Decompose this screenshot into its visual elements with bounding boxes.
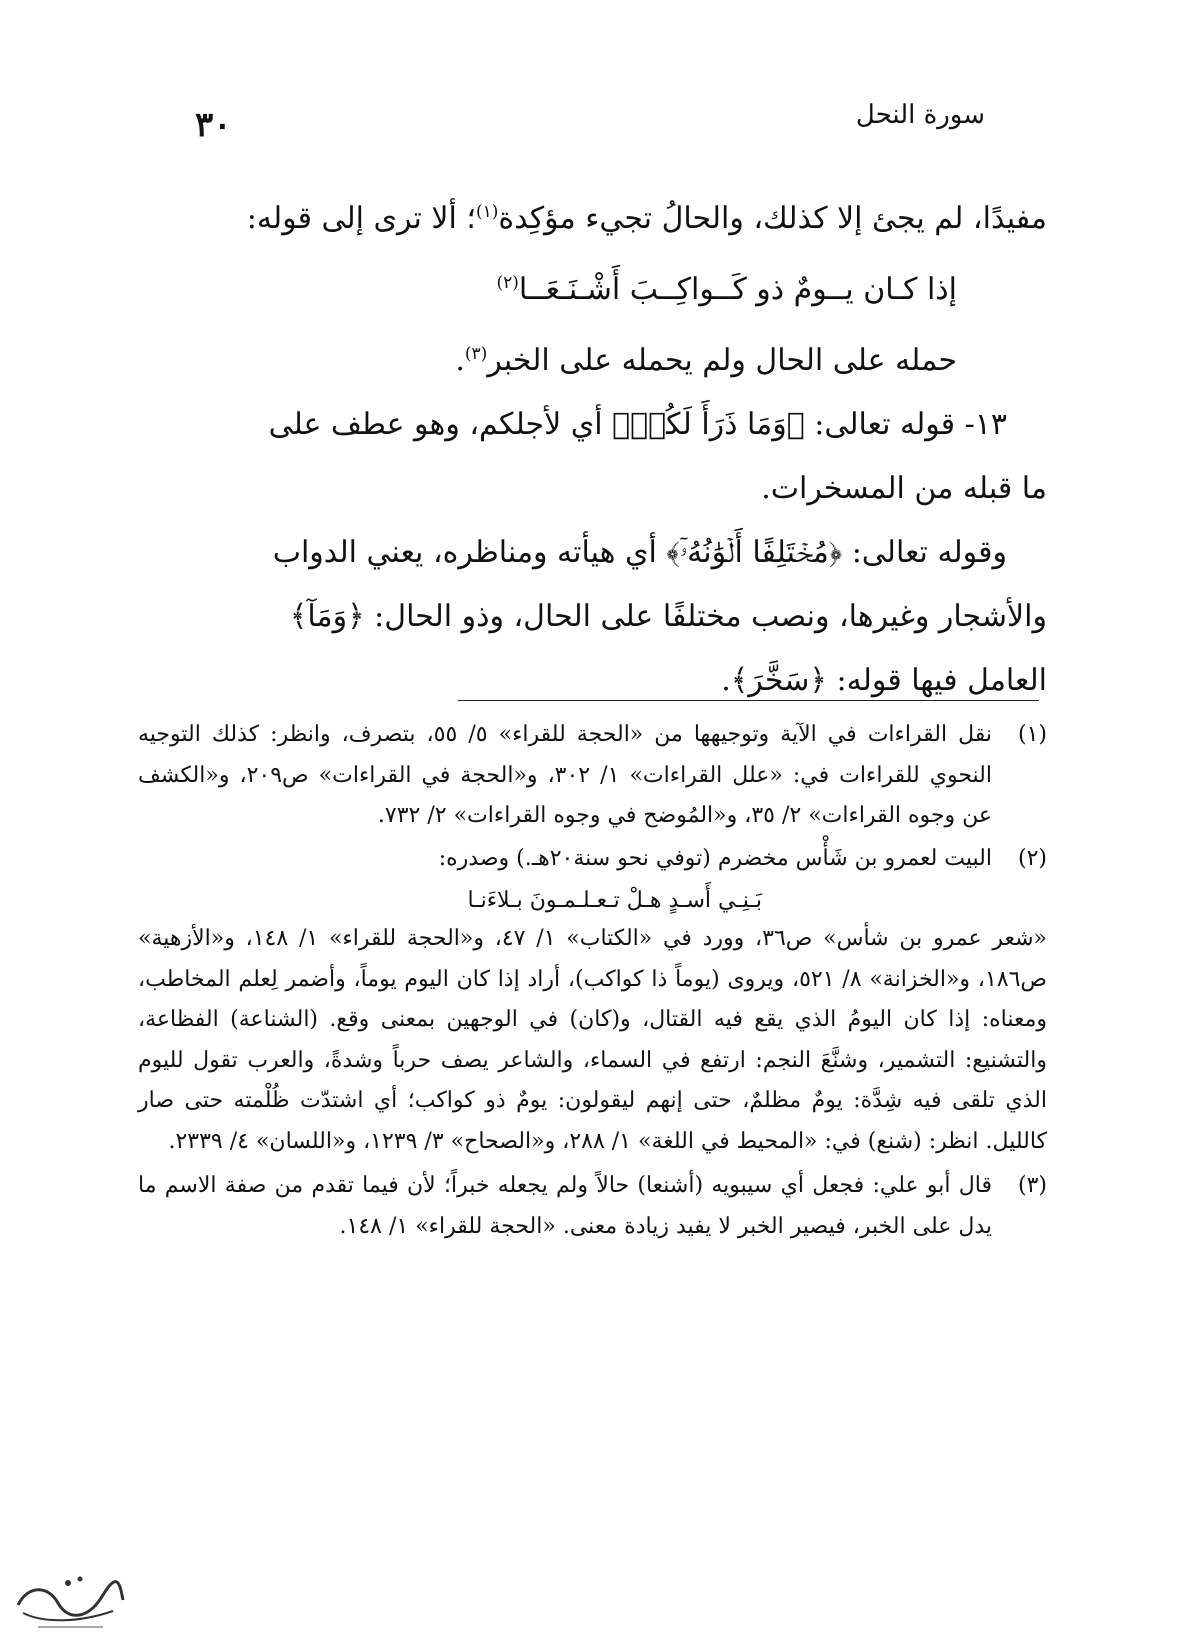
running-title: سورة النحل	[855, 100, 985, 130]
footnote-text: «شعر عمرو بن شأس» ص٣٦، وورد في «الكتاب» ١/ ٤٧، و«الحجة للقراء» ١/ ١٤٨، و«الأزهية» ص١٨٦، و«الخزانة» ٨/ ٥٢١، ويروى (يوماً ذا كواكب)، أراد إذا كان اليوم يوماً، وأضمر لِعلم المخاطب، ومعناه: إذا كان اليومُ الذي يقع فيه القتال، و(كان) في الوجهين بمعنى وقع. (الشناعة) الفظاعة، والتشنيع: التشمير، وشنَّعَ النجم: ارتفع في السماء، والشاعر يصف حرباً وشدةً، والعرب تقول لليوم الذي تلقى فيه شِدَّة: يومٌ مظلمٌ، حتى إنهم ليقولون: يومٌ ذو كواكب؛ أي اشتدّت ظُلْمته حتى صار كالليل. انظر: (شنع) في: «المحيط في اللغة» ١/ ٢٨٨، و«الصحاح» ٣/ ١٢٣٩، و«اللسان» ٤/ ٢٣٣٩.	[138, 926, 1047, 1154]
footnote	[138, 839, 1047, 924]
body-line: حمله على الحال ولم يحمله على الخبر$^{(٣)}$.	[455, 343, 957, 378]
footnote-number: (٣)	[1017, 1173, 1047, 1198]
footnote	[138, 715, 1047, 837]
body-line: العامل فيها قوله: ﴿سَخَّرَ﴾.	[721, 663, 1047, 698]
main-text	[138, 180, 1047, 713]
footnotes	[138, 715, 1047, 1249]
page-header	[140, 95, 1045, 145]
footnote-text: البيت لعمرو بن شَأْس مخضرم (توفي نحو سنة٢٠هـ.) وصدره:	[438, 845, 992, 871]
footnote-text: قال أبو علي: فجعل أي سيبويه (أشنعا) حالاً ولم يجعله خبراً؛ لأن فيما تقدم من صفة الاسم ما يدل على الخبر، فيصير الخبر لا يفيد زيادة معنى. «الحجة للقراء» ١/ ١٤٨.	[138, 1173, 992, 1239]
footnote-ref: (٢)	[496, 273, 519, 293]
footnote-divider	[458, 700, 1039, 701]
verse-text: إذا كـان يــومٌ ذو كَــواكِــبَ أَشْـنَـعَــا	[518, 272, 957, 307]
body-text: حمله على الحال ولم يحمله على الخبر	[487, 343, 957, 378]
body-text: ؛ ألا ترى إلى قوله:	[246, 201, 476, 236]
body-text: مفيدًا، لم يجئ إلا كذلك، والحالُ تجيء مؤكِدة	[498, 201, 1047, 236]
body-line: ما قبله من المسخرات.	[761, 471, 1047, 506]
footnote-continuation	[138, 919, 1047, 1162]
body-line: وقوله تعالى: ﴿مُخۡتَلِفًا أَلۡوَٰنُهُۥٓ﴾ أي هيأته ومناظره، يعني الدواب	[272, 535, 1007, 570]
footnote-body	[138, 839, 992, 924]
footnote-ref: (١)	[475, 202, 499, 222]
page-number: ٣٠	[195, 105, 232, 145]
body-line: والأشجار وغيرها، ونصب مختلفًا على الحال، وذو الحال: ﴿وَمَآ﴾	[289, 599, 1047, 634]
footnote-ref: (٣)	[464, 344, 488, 364]
footnote-number: (١)	[1017, 722, 1047, 747]
footnote-text: نقل القراءات في الآية وتوجيهها من «الحجة للقراء» ٥/ ٥٥، بتصرف، وانظر: كذلك التوجيه النحوي للقراءات في: «علل القراءات» ١/ ٣٠٢، و«الحجة في القراءات» ص٢٠٩، و«الكشف عن وجوه القراءات» ٢/ ٣٥، و«المُوضح في وجوه القراءات» ٢/ ٧٣٢.	[138, 722, 992, 828]
publisher-logo	[8, 1565, 128, 1635]
poetry-verse	[138, 251, 1047, 322]
body-line: ١٣- قوله تعالى: ﴿وَمَا ذَرَأَ لَكُمۡ﴾ أي لأجلكم، وهو عطف على	[268, 407, 1007, 442]
body-line	[138, 180, 1047, 251]
footnote	[138, 1166, 1047, 1247]
footnote-number: (٢)	[1017, 845, 1047, 871]
footnote-verse: بَـنِـي أَسـدٍ هـلْ تـعـلـمـونَ بـلاءَنـا	[467, 888, 762, 913]
